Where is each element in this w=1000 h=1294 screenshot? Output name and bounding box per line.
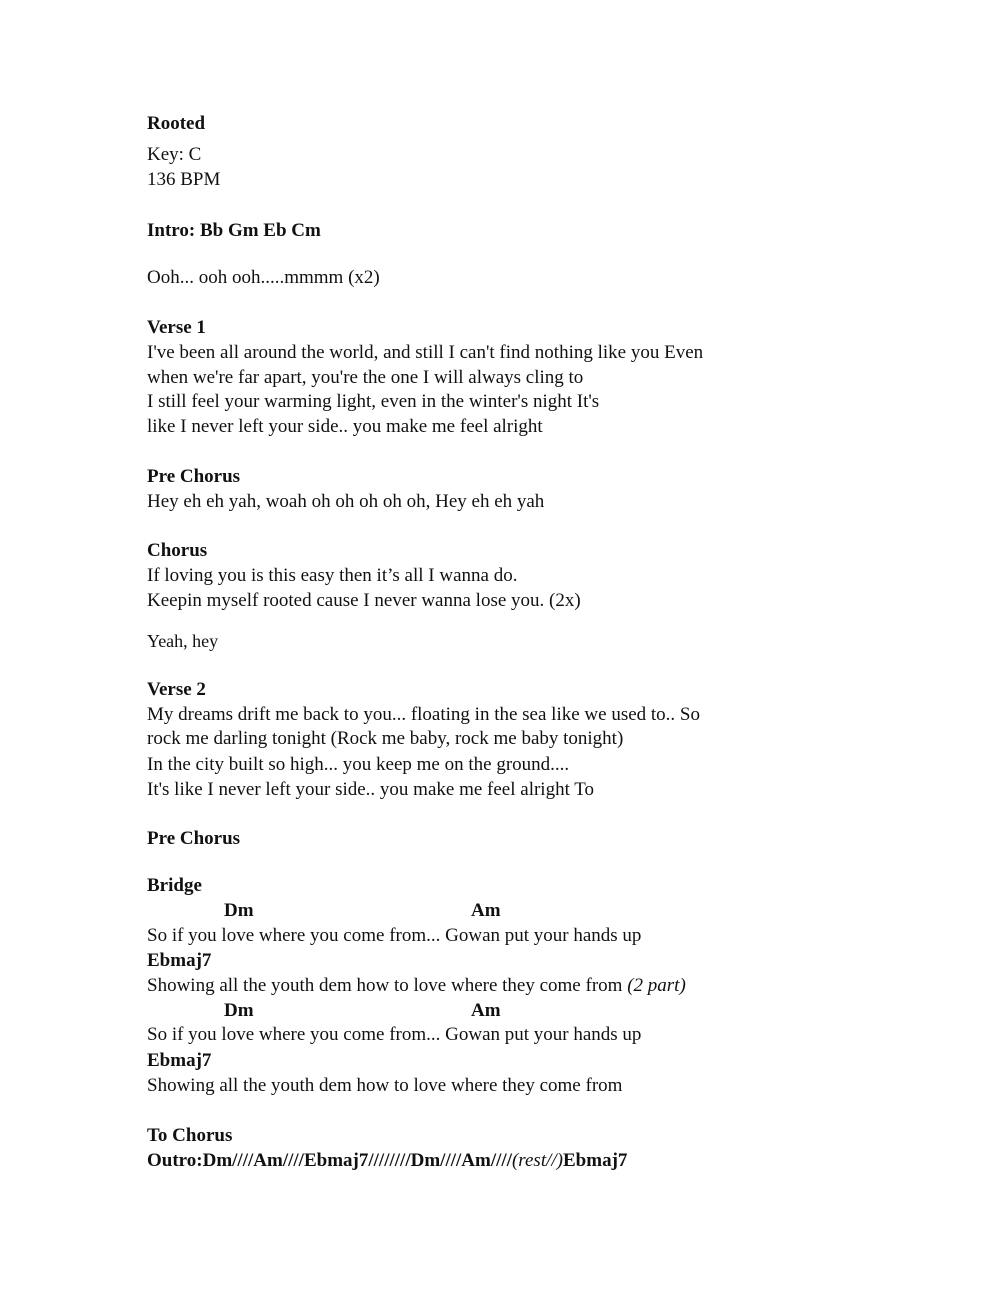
outro-label: Outro: [147, 1150, 203, 1171]
song-bpm: 136 BPM [147, 169, 221, 190]
chord-dm: Dm [224, 900, 254, 921]
song-key: Key: C [147, 144, 202, 165]
bridge-heading: Bridge [147, 875, 202, 896]
outro-chord: Dm [202, 1150, 233, 1171]
bridge-lyric [147, 975, 686, 997]
verse1-line: I've been all around the world, and still I can't find nothing like you Even [147, 342, 704, 363]
to-chorus: To Chorus [147, 1125, 233, 1146]
outro-chord: Am [253, 1150, 283, 1171]
outro-line [147, 1150, 627, 1172]
chorus-heading: Chorus [147, 540, 208, 561]
chorus-line: If loving you is this easy then it’s all I wanna do. [147, 565, 518, 586]
verse2-heading: Verse 2 [147, 679, 206, 700]
verse1-line: like I never left your side.. you make me feel alright [147, 416, 543, 437]
verse1-line: when we're far apart, you're the one I will always cling to [147, 367, 584, 388]
verse1-line: I still feel your warming light, even in the winter's night It's [147, 391, 600, 412]
bridge-lyric: So if you love where you come from... Gowan put your hands up [147, 925, 642, 946]
outro-slashes: //// [232, 1150, 254, 1171]
prechorus-line: Hey eh eh yah, woah oh oh oh oh oh, Hey eh eh yah [147, 491, 545, 512]
intro-line: Intro: Bb Gm Eb Cm [147, 220, 321, 241]
outro-chord: Am [461, 1150, 491, 1171]
outro-chord: Dm [410, 1150, 441, 1171]
bridge-lyric: Showing all the youth dem how to love where they come from [147, 1075, 623, 1096]
yeah-line: Yeah, hey [147, 631, 219, 651]
outro-slashes: //// [440, 1150, 462, 1171]
verse2-line: My dreams drift me back to you... floating in the sea like we used to.. So [147, 704, 700, 725]
chord-dm: Dm [224, 1000, 254, 1021]
ooh-line: Ooh... ooh ooh.....mmmm (x2) [147, 267, 380, 288]
part-note: (2 part) [627, 975, 686, 996]
bridge-lyric-text: Showing all the youth dem how to love where they come from [147, 975, 623, 996]
verse1-heading: Verse 1 [147, 317, 206, 338]
prechorus2-heading: Pre Chorus [147, 828, 241, 849]
verse2-line: In the city built so high... you keep me on the ground.... [147, 754, 570, 775]
chord-ebmaj7: Ebmaj7 [147, 1050, 212, 1071]
outro-rest: (rest//) [511, 1150, 563, 1171]
outro-chord: Ebmaj7 [563, 1150, 628, 1171]
song-title: Rooted [147, 113, 206, 134]
outro-slashes: //// [490, 1150, 512, 1171]
outro-chord: Ebmaj7 [303, 1150, 369, 1171]
chord-ebmaj7: Ebmaj7 [147, 950, 212, 971]
verse2-line: rock me darling tonight (Rock me baby, rock me baby tonight) [147, 728, 624, 749]
outro-slashes: //// [282, 1150, 304, 1171]
chord-am: Am [471, 1000, 501, 1021]
chord-am: Am [471, 900, 501, 921]
bridge-lyric: So if you love where you come from... Gowan put your hands up [147, 1024, 642, 1045]
verse2-line: It's like I never left your side.. you make me feel alright To [147, 779, 595, 800]
chorus-line: Keepin myself rooted cause I never wanna lose you. (2x) [147, 590, 581, 611]
prechorus-heading: Pre Chorus [147, 466, 241, 487]
outro-slashes: //////// [368, 1150, 411, 1171]
